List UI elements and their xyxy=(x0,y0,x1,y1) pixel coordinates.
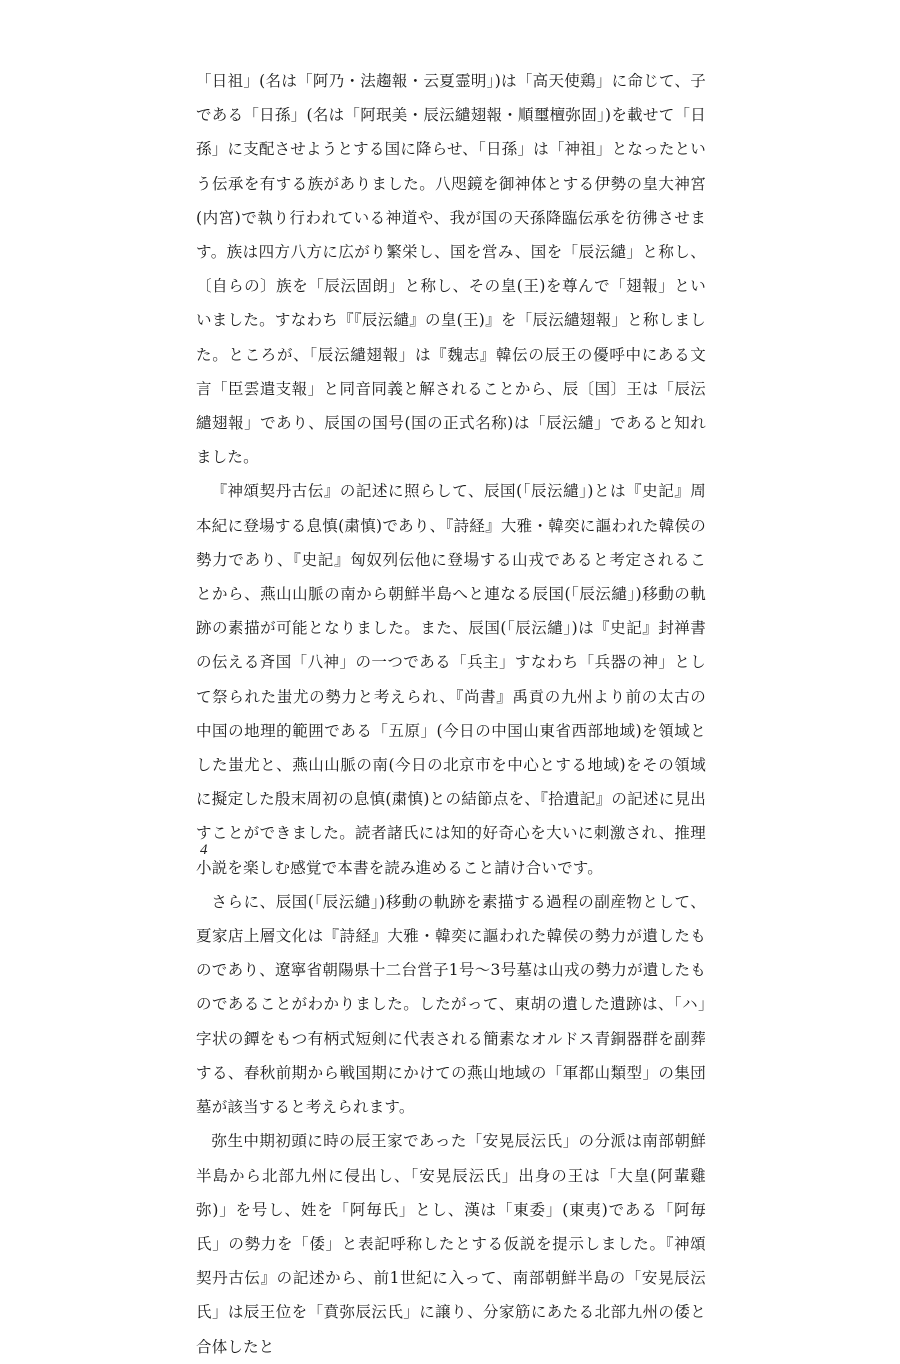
page-body xyxy=(196,64,706,1364)
paragraph-1: 「日祖」(名は「阿乃・法趨報・云夏霊明」)は「高天使鶏」に命じて、子である「日孫」(名は「阿珉美・辰沄繾翅報・順璽檀弥固」)を載せて「日孫」に支配させようとする国に降らせ、「日孫」は「神祖」となったという伝承を有する族がありました。八咫鏡を御神体とする伊勢の皇大神宮(内宮)で執り行われている神道や、我が国の天孫降臨伝承を彷彿させます。族は四方八方に広がり繁栄し、国を営み、国を「辰沄繾」と称し、〔自らの〕族を「辰沄固朗」と称し、その皇(王)を尊んで「翅報」といいました。すなわち『『辰沄繾』の皇(王)』を「辰沄繾翅報」と称しました。ところが、「辰沄繾翅報」は『魏志』韓伝の辰王の優呼中にある文言「臣雲遣支報」と同音同義と解されることから、辰〔国〕王は「辰沄繾翅報」であり、辰国の国号(国の正式名称)は「辰沄繾」であると知れました。 xyxy=(196,72,706,467)
paragraph-2: 『神頌契丹古伝』の記述に照らして、辰国(「辰沄繾」)とは『史記』周本紀に登場する息慎(粛慎)であり、『詩経』大雅・韓奕に謳われた韓侯の勢力であり、『史記』匈奴列伝他に登場する山戎であると考定されることから、燕山山脈の南から朝鮮半島へと連なる辰国(「辰沄繾」)移動の軌跡の素描が可能となりました。また、辰国(「辰沄繾」)は『史記』封禅書の伝える斉国「八神」の一つである「兵主」すなわち「兵器の神」として祭られた蚩尤の勢力と考えられ、『尚書』禹貢の九州より前の太古の中国の地理的範囲である「五原」(今日の中国山東省西部地域)を領域とした蚩尤と、燕山山脈の南(今日の北京市を中心とする地域)をその領域に擬定した殷末周初の息慎(粛慎)との結節点を、『拾遺記』の記述に見出すことができました。読者諸氏には知的好奇心を大いに刺激され、推理小説を楽しむ感覚で本書を読み進めること請け合いです。 xyxy=(196,482,706,877)
paragraph-3: さらに、辰国(「辰沄繾」)移動の軌跡を素描する過程の副産物として、夏家店上層文化は『詩経』大雅・韓奕に謳われた韓侯の勢力が遺したものであり、遼寧省朝陽県十二台営子1号～3号墓は山戎の勢力が遺したものであることがわかりました。したがって、東胡の遺した遺跡は、「ハ」字状の鐔をもつ有柄式短剣に代表される簡素なオルドス青銅器群を副葬する、春秋前期から戦国期にかけての燕山地域の「軍都山類型」の集団墓が該当すると考えられます。 xyxy=(196,892,706,1117)
page-number: 4 xyxy=(200,842,208,858)
paragraph-4: 弥生中期初頭に時の辰王家であった「安晃辰沄氏」の分派は南部朝鮮半島から北部九州に侵出し、「安晃辰沄氏」出身の王は「大皇(阿輩雞弥)」を号し、姓を「阿毎氏」とし、漢は「東委」(東夷)である「阿毎氏」の勢力を「倭」と表記呼称したとする仮説を提示しました。『神頌契丹古伝』の記述から、前1世紀に入って、南部朝鮮半島の「安晃辰沄氏」は辰王位を「賁弥辰沄氏」に譲り、分家筋にあたる北部九州の倭と合体したと xyxy=(196,1132,706,1356)
